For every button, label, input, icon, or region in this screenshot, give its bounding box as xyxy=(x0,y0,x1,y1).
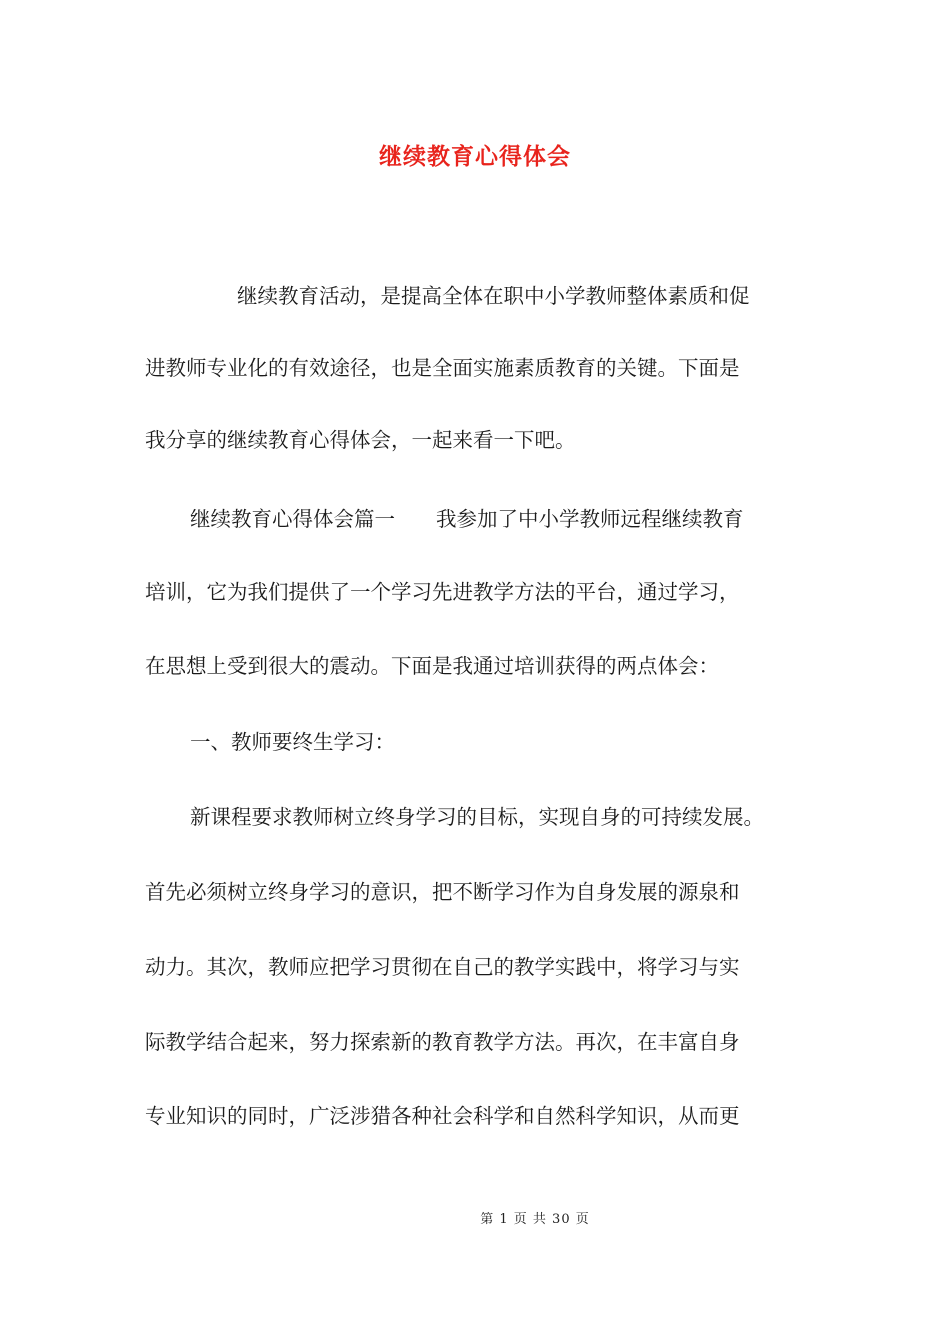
body-line: 进教师专业化的有效途径，也是全面实施素质教育的关键。下面是 xyxy=(145,356,740,380)
body-line: 培训，它为我们提供了一个学习先进教学方法的平台，通过学习， xyxy=(145,580,740,604)
body-line: 首先必须树立终身学习的意识，把不断学习作为自身发展的源泉和 xyxy=(145,880,740,904)
section-heading: 一、教师要终生学习： xyxy=(190,730,395,754)
body-line: 继续教育心得体会篇一 我参加了中小学教师远程继续教育 xyxy=(190,507,744,531)
body-line: 我分享的继续教育心得体会，一起来看一下吧。 xyxy=(145,428,576,452)
body-line: 继续教育活动，是提高全体在职中小学教师整体素质和促 xyxy=(237,284,750,308)
body-line: 新课程要求教师树立终身学习的目标，实现自身的可持续发展。 xyxy=(190,805,764,829)
document-title: 继续教育心得体会 xyxy=(379,143,571,170)
page-number: 第 1 页 共 30 页 xyxy=(480,1212,590,1227)
body-line: 际教学结合起来，努力探索新的教育教学方法。再次，在丰富自身 xyxy=(145,1030,740,1054)
body-line: 专业知识的同时，广泛涉猎各种社会科学和自然科学知识，从而更 xyxy=(145,1104,740,1128)
body-line: 动力。其次，教师应把学习贯彻在自己的教学实践中，将学习与实 xyxy=(145,955,740,979)
body-line: 在思想上受到很大的震动。下面是我通过培训获得的两点体会： xyxy=(145,654,719,678)
